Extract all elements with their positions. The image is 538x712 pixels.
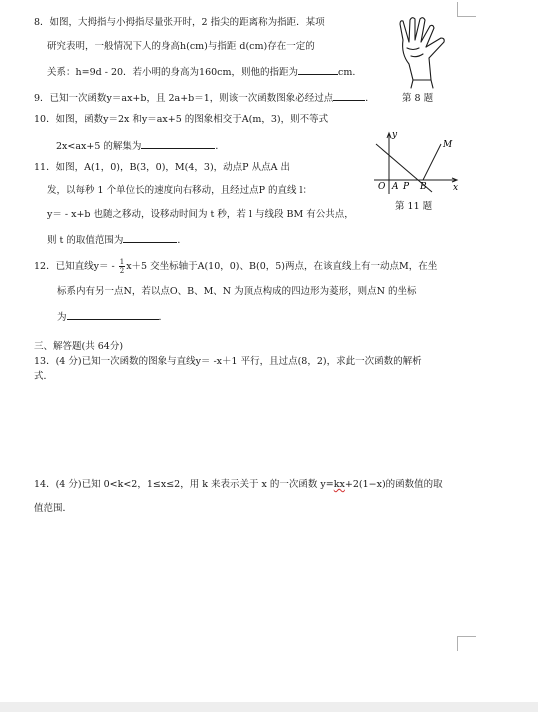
corner-mark-bottom-right: [457, 636, 476, 651]
figure-11-caption: 第 11 题: [395, 201, 433, 212]
q12-line-2: 标系内有另一点N，若以点O、B、M、N 为顶点构成的四边形为菱形，则点N 的坐标: [57, 286, 417, 297]
answer-blank-q10: [141, 138, 215, 149]
q10-line-2: [56, 138, 225, 154]
q12-line-1: [34, 257, 437, 277]
q10-end: ．: [215, 141, 225, 152]
q12-end: ．: [158, 312, 169, 323]
q8-line-2: 研究表明，一般情况下人的身高h(cm)与指距 d(cm)存在一定的: [47, 41, 315, 52]
q11-end: ．: [177, 235, 187, 246]
q12-line-3-text: 为: [57, 312, 67, 323]
section-3-heading: 三、解答题(共 64分): [34, 341, 124, 352]
segment-bm: [423, 144, 441, 180]
q12-line-3: [57, 309, 168, 325]
answer-blank-q11: [123, 232, 177, 243]
hand-illustration: [395, 14, 455, 90]
label-x: x: [453, 183, 459, 193]
q14-line-1: [34, 478, 443, 492]
fraction-denominator: 2: [119, 267, 125, 275]
q11-line-1: 11．如图，A(1，0)，B(3，0)，M(4，3)，动点P 从点A 出: [34, 162, 290, 173]
q9-end: ．: [365, 93, 375, 104]
q11-line-4-text: 则 t 的取值范围为: [47, 235, 124, 246]
label-p: P: [403, 182, 410, 192]
fraction-numerator: 1: [119, 258, 125, 266]
corner-mark-top-right: [457, 2, 476, 17]
label-o: O: [378, 182, 386, 192]
label-a: A: [392, 182, 399, 192]
q11-line-3: y＝ - x+b 也随之移动，设移动时间为 t 秒，若 l 与线段 BM 有公共点，: [47, 209, 354, 220]
q8-line-3: [47, 64, 355, 80]
answer-blank-q8: [298, 64, 338, 75]
page-bottom-strip: [0, 702, 538, 712]
q9-text: 9．已知一次函数y＝ax+b，且 2a+b＝1，则该一次函数图象必经过点: [34, 93, 334, 104]
q12-line-1-rest: x＋5 交坐标轴于A(10，0)、B(0，5)两点，在该直线上有一动点M，在坐: [126, 261, 438, 272]
figure-11: [370, 128, 462, 198]
q8-unit: cm.: [338, 67, 356, 78]
q14-squiggle-kx: kx: [333, 479, 345, 490]
q11-line-4: [47, 232, 187, 248]
label-y: y: [392, 130, 398, 140]
q12-line-1-start: 12．已知直线y＝ -: [34, 261, 118, 272]
q10-line-2-text: 2x<ax+5 的解集为: [56, 141, 142, 152]
q11-line-2: 发，以每秒 1 个单位长的速度向右移动，且经过点P 的直线 l：: [47, 185, 313, 196]
fraction-one-half: [119, 258, 125, 275]
q14-line-1-start: 14．(4 分)已知 0<k<2，1≤x≤2，用 k 来表示关于 x 的一次函数 y=: [34, 479, 334, 490]
figure-8-caption: 第 8 题: [402, 93, 434, 104]
label-b: B: [420, 182, 427, 192]
q8-line-1: 8．如图，大拇指与小拇指尽量张开时，2 指尖的距离称为指距．某项: [34, 17, 325, 28]
q13-line-2: 式．: [34, 371, 54, 382]
label-m: M: [443, 140, 453, 150]
q13-line-1: 13．(4 分)已知一次函数的图象与直线y＝ -x＋1 平行，且过点(8，2)，求此一次函数的解析: [34, 356, 422, 367]
q10-line-1: 10．如图，函数y＝2x 和y＝ax+5 的图象相交于A(m，3)，则不等式: [34, 114, 329, 125]
q8-line-3-text: 关系：h=9d - 20．若小明的身高为160cm，则他的指距为: [47, 67, 299, 78]
answer-blank-q12: [67, 309, 159, 320]
q14-line-1-rest: +2(1−x)的函数值的取: [344, 479, 443, 490]
q14-line-2: 值范围．: [34, 503, 73, 514]
answer-blank-q9: [333, 90, 365, 101]
q9-line: [34, 90, 375, 106]
